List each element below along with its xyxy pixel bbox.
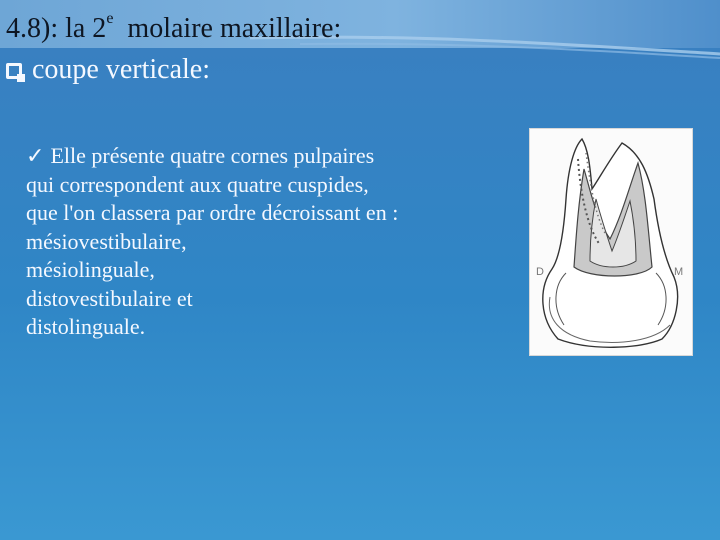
subtitle-text: coupe verticale: xyxy=(32,54,211,85)
body-line: distolinguale. xyxy=(26,314,146,339)
body-line-text: Elle présente quatre cornes pulpaires xyxy=(50,143,375,168)
label-mesial: M xyxy=(674,266,684,278)
title-superscript: e xyxy=(106,10,114,27)
body-text xyxy=(26,142,516,342)
body-line: que l'on classera par ordre décroissant en : xyxy=(26,200,399,225)
tooth-section-drawing xyxy=(530,129,692,355)
body-line: mésiolinguale, xyxy=(26,257,155,282)
slide-title xyxy=(6,10,341,45)
label-distal: D xyxy=(536,266,544,278)
checkmark-icon: ✓ xyxy=(26,143,45,168)
body-line: qui correspondent aux quatre cuspides, xyxy=(26,171,369,197)
body-line xyxy=(26,142,516,171)
body-line: mésiovestibulaire, xyxy=(26,228,187,254)
title-suffix: molaire maxillaire: xyxy=(113,13,342,44)
checkbox-bullet-icon xyxy=(6,63,22,79)
slide-subtitle xyxy=(6,54,210,86)
body-line: distovestibulaire et xyxy=(26,285,193,311)
tooth-section-figure xyxy=(529,128,693,356)
title-prefix: 4.8): la 2 xyxy=(6,13,107,44)
